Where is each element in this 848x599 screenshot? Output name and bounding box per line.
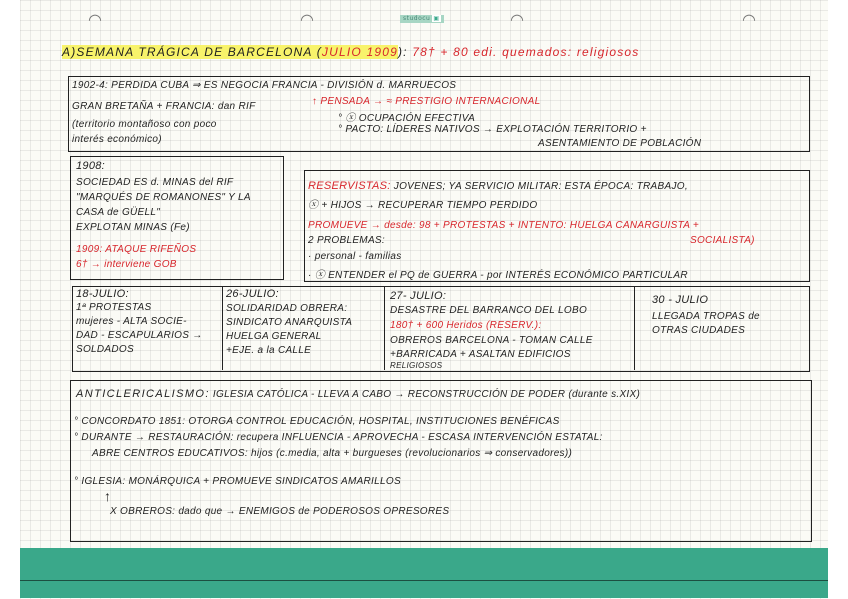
day-line: mujeres - ALTA SOCIE- <box>76 316 187 327</box>
note-line: SOCIALISTA) <box>690 235 755 246</box>
day-heading: 26-JULIO: <box>226 288 279 300</box>
day-line: DAD - ESCAPULARIOS → <box>76 330 203 341</box>
note-line: SOCIEDAD ES d. MINAS del RIF <box>76 177 234 188</box>
note-line: interés económico) <box>72 134 162 145</box>
day-line: SOLIDARIDAD OBRERA: <box>226 303 348 314</box>
note-line: 1908: <box>76 160 106 172</box>
note-line: ↑ PENSADA → ≈ PRESTIGIO INTERNACIONAL <box>312 96 541 107</box>
day-line: 1ª PROTESTAS <box>76 302 152 313</box>
day-line: RELIGIOSOS <box>390 361 443 370</box>
note-line: ° PACTO: LÍDERES NATIVOS → EXPLOTACIÓN TERRITORIO + <box>338 124 647 135</box>
note-line: 2 PROBLEMAS: <box>308 235 385 246</box>
day-heading: 30 - JULIO <box>652 294 709 306</box>
footer-band <box>20 548 828 598</box>
note-line: 6† → interviene GOB <box>76 259 177 270</box>
note-line: · ⓧ ENTENDER el PQ de GUERRA - por INTERÉS ECONÓMICO PARTICULAR <box>308 270 688 281</box>
footer-rule <box>20 580 828 581</box>
day-line: +EJE. a la CALLE <box>226 345 312 356</box>
note-line: (territorio montañoso con poco <box>72 119 217 130</box>
note-line: ° DURANTE → RESTAURACIÓN: recupera INFLUENCIA - APROVECHA - ESCASA INTERVENCIÓN ESTATAL: <box>74 432 603 443</box>
ring-hole-icon: ◠ <box>742 10 756 29</box>
day-line: SOLDADOS <box>76 344 134 355</box>
page-title: A)SEMANA TRÁGICA DE BARCELONA (JULIO 1909): 78† + 80 edi. quemados: religiosos <box>62 45 640 59</box>
note-line: ASENTAMIENTO DE POBLACIÓN <box>538 138 702 149</box>
day-heading: 18-JULIO: <box>76 288 129 300</box>
note-line: ° IGLESIA: MONÁRQUICA + PROMUEVE SINDICATOS AMARILLOS <box>74 476 401 487</box>
note-line: CASA de GÜELL" <box>76 207 161 218</box>
section-heading: ANTICLERICALISMO: IGLESIA CATÓLICA - LLEVA A CABO → RECONSTRUCCIÓN DE PODER (durante s.XIX) <box>76 388 641 400</box>
divider <box>634 286 635 370</box>
note-line: · personal - familias <box>308 251 402 262</box>
note-line: EXPLOTAN MINAS (Fe) <box>76 222 190 233</box>
day-line: LLEGADA TROPAS de <box>652 311 760 322</box>
note-line: ABRE CENTROS EDUCATIVOS: hijos (c.media, alta + burgueses (revolucionarios ⇒ conservadores)) <box>92 448 573 459</box>
note-line: ° CONCORDATO 1851: OTORGA CONTROL EDUCACIÓN, HOSPITAL, INSTITUCIONES BENÉFICAS <box>74 416 560 427</box>
watermark-logo: studocu ▣ <box>400 15 444 23</box>
note-line: RESERVISTAS: JOVENES; YA SERVICIO MILITAR: ESTA ÉPOCA: TRABAJO, <box>308 180 688 192</box>
divider <box>384 286 385 370</box>
note-line: GRAN BRETAÑA + FRANCIA: dan RIF <box>72 101 256 112</box>
day-line: DESASTRE DEL BARRANCO DEL LOBO <box>390 305 588 316</box>
note-line: ⓧ + HIJOS → RECUPERAR TIEMPO PERDIDO <box>308 200 538 211</box>
day-line: +BARRICADA + ASALTAN EDIFICIOS <box>390 349 571 360</box>
ring-hole-icon: ◠ <box>300 10 314 29</box>
note-line: ° ⓧ OCUPACIÓN EFECTIVA <box>338 113 476 124</box>
note-line: 1909: ATAQUE RIFEÑOS <box>76 244 197 255</box>
ring-hole-icon: ◠ <box>88 10 102 29</box>
note-line: PROMUEVE → desde: 98 + PROTESTAS + INTENTO: HUELGA CANARGUISTA + <box>308 220 700 231</box>
day-heading: 27- JULIO: <box>390 290 447 302</box>
day-line: HUELGA GENERAL <box>226 331 322 342</box>
day-line: 180† + 600 Heridos (RESERV.): <box>390 320 542 331</box>
arrow-up-icon: ↑ <box>104 488 112 504</box>
divider <box>222 286 223 370</box>
anticlericalismo-box <box>70 380 812 542</box>
day-line: SINDICATO ANARQUISTA <box>226 317 353 328</box>
note-line: "MARQUÉS DE ROMANONES" Y LA <box>76 192 251 203</box>
note-line: X OBREROS: dado que → ENEMIGOS de PODEROSOS OPRESORES <box>110 506 450 517</box>
note-line: 1902-4: PERDIDA CUBA ⇒ ES NEGOCIA FRANCIA - DIVISIÓN d. MARRUECOS <box>72 80 457 91</box>
day-line: OTRAS CIUDADES <box>652 325 746 336</box>
ring-hole-icon: ◠ <box>510 10 524 29</box>
day-line: OBREROS BARCELONA - TOMAN CALLE <box>390 335 593 346</box>
